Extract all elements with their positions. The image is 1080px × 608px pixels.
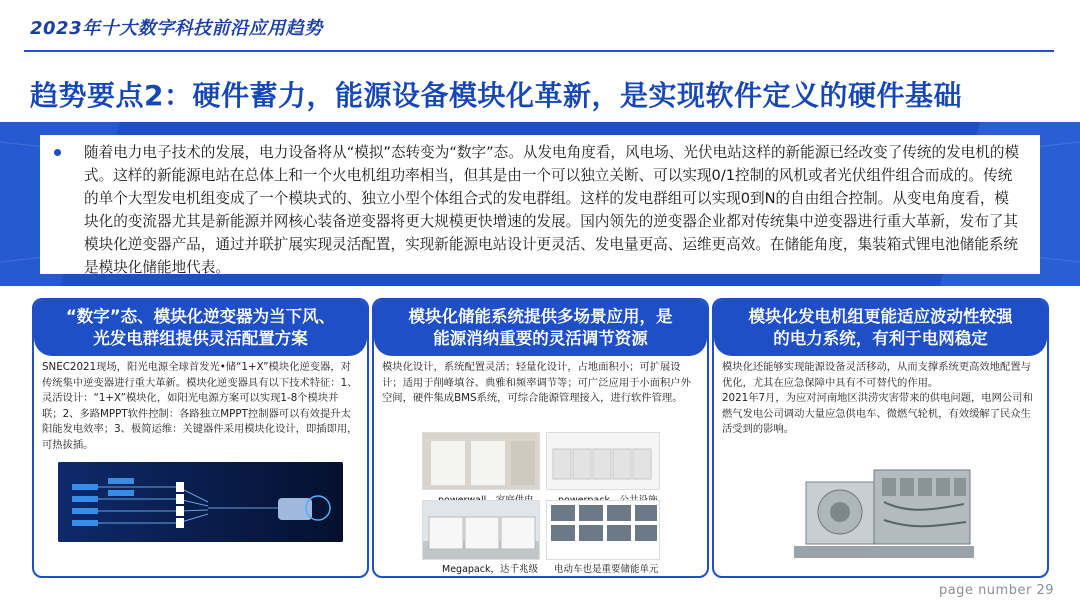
card-body: SNEC2021现场，阳光电源全球首发光•储“1+X”模块化逆变器，对传统集中逆变器进行重大革新。模块化逆变器具有以下技术特征：1、灵活设计：“1+X”模块化，如阳光电源方案可以实现1-8个模块并联；2、多路MPPT软件控制：各路独立MPPT控制器可以有效提升太阳能发电效率；3、极简运维：关键器件采用模块化设计，即插即用，可热拔插。 (42, 361, 358, 451)
card-body: 模块化设计，系统配置灵活；轻量化设计，占地面积小；可扩展设计；适用于削峰填谷、典雅和频率调节等；可广泛应用于小面积户外空间，硬件集成BMS系统，可综合能源管理接入，进行软件管理。 (382, 361, 691, 404)
bullet-icon (54, 149, 61, 156)
card-body: 模块化还能够实现能源设备灵活移动，从而支撑系统更高效地配置与优化，尤其在应急保障中具有不可替代的作用。 2021年7月，为应对河南地区洪涝灾害带来的供电问题，电网公司和燃气发电公司调动大量应急供电车、微燃气轮机，有效缓解了民众生活受到的影响。 (722, 361, 1033, 435)
card-header (374, 300, 707, 356)
powerpack-photo (546, 432, 660, 490)
card-title-line1: 模块化发电机组更能适应波动性较强 (748, 307, 1013, 326)
header-divider (24, 50, 1054, 52)
report-title: 2023年十大数字科技前沿应用趋势 (30, 18, 323, 39)
card-title-line1: “数字”态、模块化逆变器为当下风、 (65, 307, 336, 326)
summary-text: 随着电力电子技术的发展，电力设备将从“模拟”态转变为“数字”态。从发电角度看，风电场、光伏电站这样的新能源已经改变了传统的发电机的模式。这样的新能源电站在总体上和一个火电机组功率相当，但其是由一个可以独立关断、可以实现0/1控制的风机或者光伏组件组合而成的。传统的单个大型发电机组变成了一个模块式的、独立小型个体组合式的发电群组。这样的发电群组可以实现0到N的自由组合控制。从变电角度看，模块化的变流器尤其是新能源并网核心装备逆变器将更大规模更快增速的发展。国内领先的逆变器企业都对传统集中逆变器进行重大革新，发布了其模块化逆变器产品，通过并联扩展实现灵活配置，实现新能源电站设计更灵活、发电量更高、运维更高效。在储能角度，集装箱式锂电池储能系统是模块化储能地代表。 (84, 144, 1020, 276)
page-number-value: 29 (1036, 583, 1054, 598)
summary-band (0, 122, 1080, 286)
card-header (34, 300, 367, 356)
powerwall-photo (422, 432, 540, 490)
card-title-line1: 模块化储能系统提供多场景应用，是 (408, 307, 673, 326)
inverter-illustration (58, 462, 343, 542)
ev-storage-photo (546, 500, 660, 560)
slide-headline: 趋势要点2：硬件蓄力，能源设备模块化革新，是实现软件定义的硬件基础 (30, 79, 962, 112)
card-title-line2: 能源消纳重要的灵活调节资源 (433, 329, 648, 348)
megapack-image (423, 501, 540, 560)
card-header (714, 300, 1047, 356)
ev-storage-image (547, 501, 660, 560)
powerpack-image (547, 433, 660, 490)
generator-image (784, 442, 984, 572)
page-number-label: page number (938, 583, 1032, 598)
ev-storage-caption: 电动车也是重要储能单元 (554, 564, 659, 575)
card-title-line2: 光发电群组提供灵活配置方案 (93, 329, 308, 348)
inverter-graphic (58, 462, 343, 542)
card-modular-inverter (32, 298, 369, 578)
page-number (939, 583, 1054, 598)
card-modular-storage (372, 298, 709, 578)
megapack-caption: Megapack，达千兆级 (442, 564, 538, 575)
card-title-line2: 的电力系统，有利于电网稳定 (773, 329, 988, 348)
generator-photo (784, 442, 984, 572)
powerwall-image (423, 433, 540, 490)
summary-panel (40, 135, 1040, 274)
card-modular-generator (712, 298, 1049, 578)
megapack-photo (422, 500, 540, 560)
